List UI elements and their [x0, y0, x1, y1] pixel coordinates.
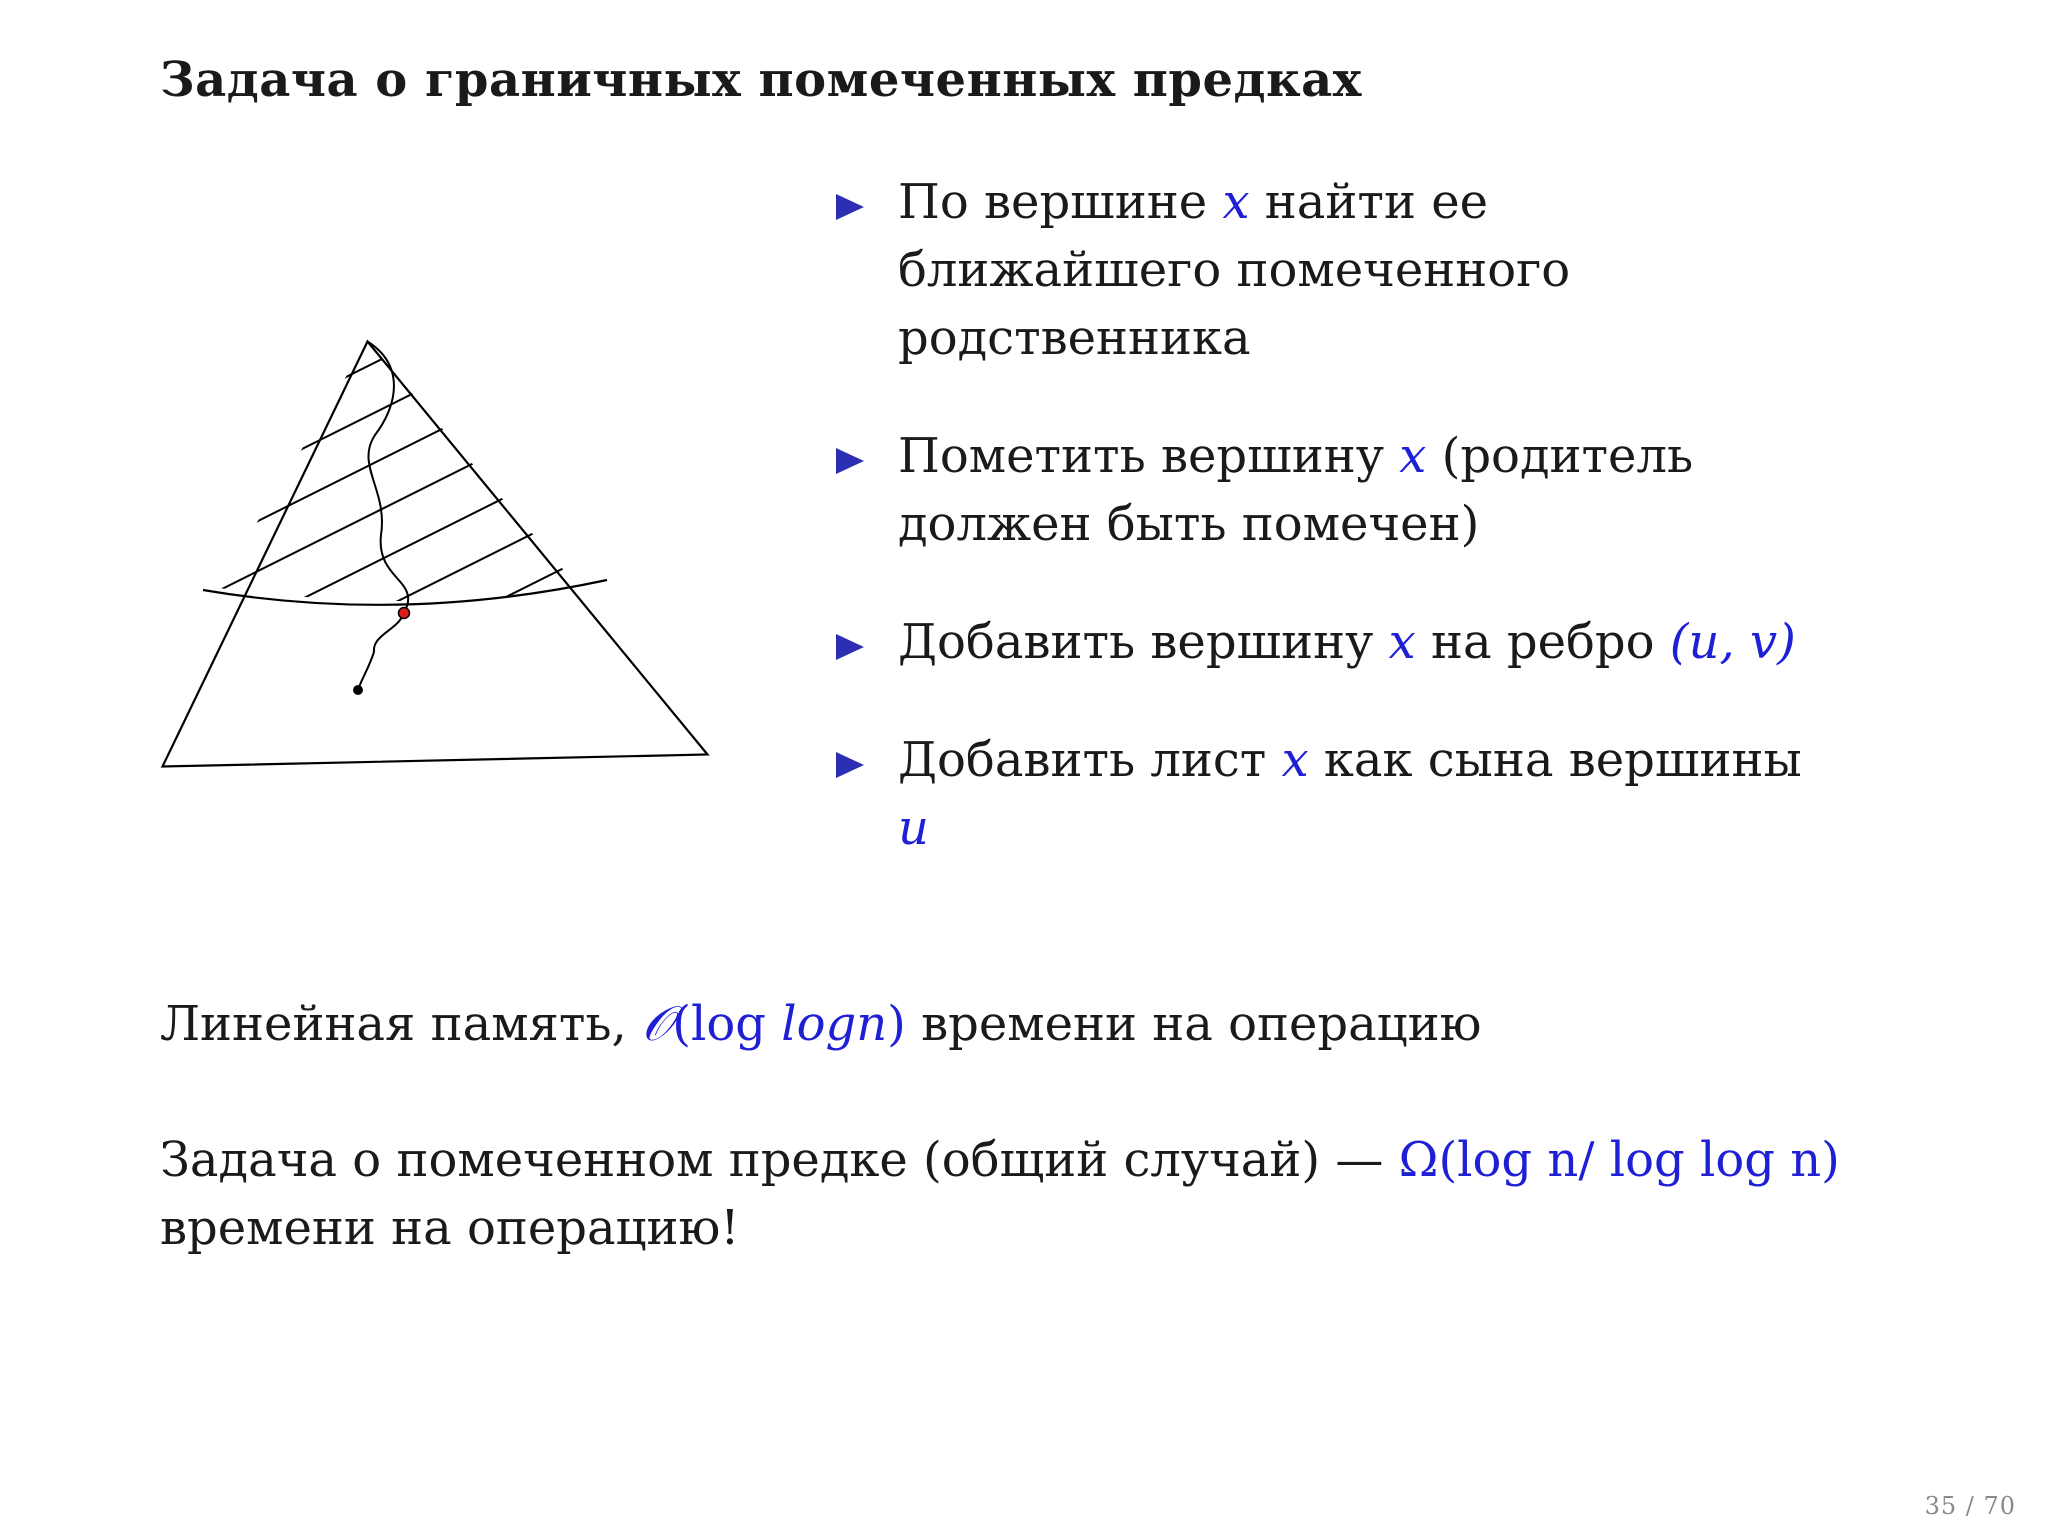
query-node: [353, 685, 363, 695]
slide-title: Задача о граничных помеченных предках: [160, 52, 1362, 108]
memory-paragraph: [160, 990, 1920, 1058]
math-expression: (log: [672, 996, 782, 1052]
page-number: 35 / 70: [1924, 1492, 2016, 1520]
math-var: u: [898, 800, 929, 856]
bullet-text: (родитель должен быть помечен): [898, 428, 1694, 552]
bullet-text: Пометить вершину: [898, 428, 1400, 484]
bullet-text: найти ее ближайшего помеченного родственника: [898, 174, 1571, 366]
math-expression: Ω(log n/ log log n): [1398, 1132, 1840, 1188]
math-expression: logn: [781, 996, 888, 1052]
paragraph-text: времени на операцию: [905, 996, 1482, 1052]
tree-triangle: [163, 342, 708, 767]
paragraph-text: времени на операцию!: [160, 1200, 740, 1256]
bullet-text: как сына вершины: [1308, 732, 1802, 788]
bullet-item: [836, 168, 1816, 372]
hatched-region: [140, 330, 730, 790]
bullet-text: Добавить вершину: [898, 614, 1389, 670]
math-var: x: [1388, 614, 1416, 670]
math-var: x: [1281, 732, 1309, 788]
math-expression: (u, v): [1669, 614, 1796, 670]
bullet-item: [836, 726, 1816, 862]
lower-bound-paragraph: [160, 1126, 1920, 1262]
math-var: x: [1399, 428, 1427, 484]
math-var: x: [1222, 174, 1250, 230]
paragraph-text: Линейная память,: [160, 996, 643, 1052]
bullet-triangle-icon: [836, 752, 864, 778]
tree-diagram: [140, 330, 730, 790]
marked-ancestor-node: [399, 608, 410, 619]
bullet-item: [836, 422, 1816, 558]
bullet-triangle-icon: [836, 634, 864, 660]
bullet-text: на ребро: [1415, 614, 1670, 670]
math-big-o: 𝒪: [642, 996, 673, 1052]
ancestor-path: [358, 342, 408, 691]
boundary-curve: [203, 580, 607, 605]
bullet-list: [836, 168, 1816, 912]
math-expression: ): [887, 996, 906, 1052]
bullet-text: По вершине: [898, 174, 1223, 230]
bullet-item: [836, 608, 1816, 676]
bullet-triangle-icon: [836, 194, 864, 220]
paragraph-text: Задача о помеченном предке (общий случай) —: [160, 1132, 1399, 1188]
bullet-text: Добавить лист: [898, 732, 1282, 788]
bullet-triangle-icon: [836, 448, 864, 474]
